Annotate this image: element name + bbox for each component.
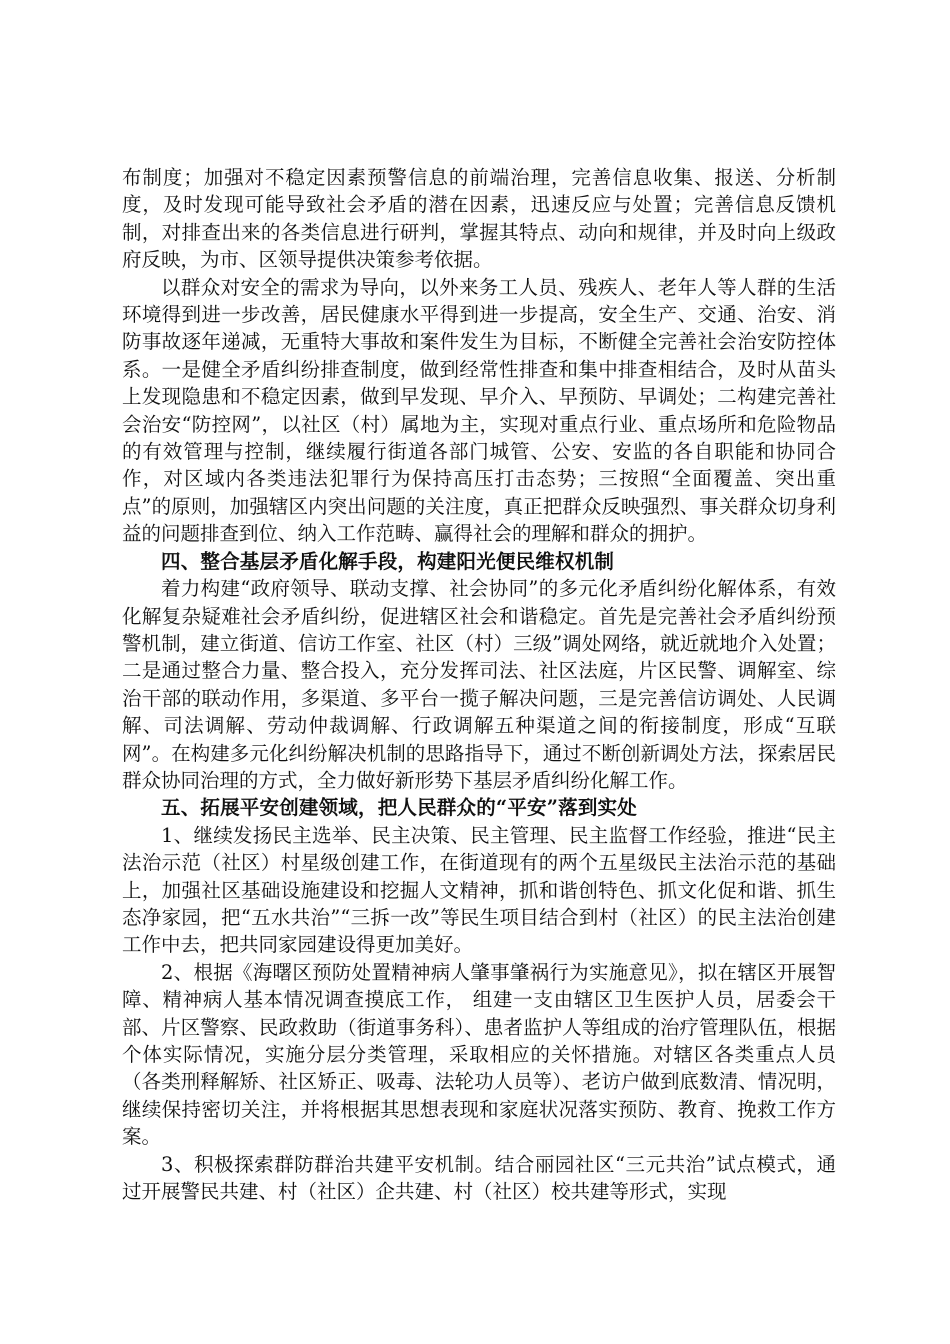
paragraph-item-3: 3、积极探索群防群治共建平安机制。结合丽园社区“三元共治”试点模式，通过开展警民共建、村（社区）企共建、村（社区）校共建等形式，实现 bbox=[122, 1152, 836, 1204]
paragraph-security-needs: 以群众对安全的需求为导向，以外来务工人员、残疾人、老年人等人群的生活环境得到进一步改善，居民健康水平得到进一步提高，安全生产、交通、治安、消防事故逐年递减，无重特大事故和案件发生为目标，不断健全完善社会治安防控体系。一是健全矛盾纠纷排查制度，做到经常性排查和集中排查相结合，及时从苗头上发现隐患和不稳定因素，做到早发现、早介入、早预防、早调处；二构建完善社会治安“防控网”，以社区（村）属地为主，实现对重点行业、重点场所和危险物品的有效管理与控制，继续履行街道各部门城管、公安、安监的各自职能和协同合作，对区域内各类违法犯罪行为保持高压打击态势；三按照“全面覆盖、突出重点”的原则，加强辖区内突出问题的关注度，真正把群众反映强烈、事关群众切身利益的问题排查到位、纳入工作范畴、赢得社会的理解和群众的拥护。 bbox=[122, 275, 836, 546]
paragraph-item-1: 1、继续发扬民主选举、民主决策、民主管理、民主监督工作经验，推进“民主法治示范（社区）村星级创建工作，在街道现有的两个五星级民主法治示范的基础上，加强社区基础设施建设和挖掘人文精神，抓和谐创特色、抓文化促和谐、抓生态净家园，把“五水共治”“三拆一改”等民生项目结合到村（社区）的民主法治创建工作中去，把共同家园建设得更加美好。 bbox=[122, 823, 836, 957]
document-body bbox=[122, 164, 836, 1205]
paragraph-dispute-resolution: 着力构建“政府领导、联动支撑、社会协同”的多元化矛盾纠纷化解体系，有效化解复杂疑难社会矛盾纠纷，促进辖区社会和谐稳定。首先是完善社会矛盾纠纷预警机制，建立街道、信访工作室、社区（村）三级”调处网络，就近就地介入处置；二是通过整合力量、整合投入，充分发挥司法、社区法庭，片区民警、调解室、综治干部的联动作用，多渠道、多平台一揽子解决问题，三是完善信访调处、人民调解、司法调解、劳动仲裁调解、行政调解五种渠道之间的衔接制度，形成“互联网”。在构建多元化纠纷解决机制的思路指导下，通过不断创新调处方法，探索居民群众协同治理的方式，全力做好新形势下基层矛盾纠纷化解工作。 bbox=[122, 577, 836, 792]
section-heading-four: 四、整合基层矛盾化解手段，构建阳光便民维权机制 bbox=[161, 549, 615, 573]
paragraph-continuation: 布制度；加强对不稳定因素预警信息的前端治理，完善信息收集、报送、分析制度，及时发现可能导致社会矛盾的潜在因素，迅速反应与处置；完善信息反馈机制，对排查出来的各类信息进行研判，掌握其特点、动向和规律，并及时向上级政府反映，为市、区领导提供决策参考依据。 bbox=[122, 166, 836, 272]
section-heading-five: 五、拓展平安创建领域，把人民群众的“平安”落到实处 bbox=[161, 796, 637, 820]
paragraph-item-2: 2、根据《海曙区预防处置精神病人肇事肇祸行为实施意见》，拟在辖区开展智障、精神病人基本情况调查摸底工作， 组建一支由辖区卫生医护人员，居委会干部、片区警察、民政救助（街道事务科）、患者监护人等组成的治疗管理队伍，根据个体实际情况，实施分层分类管理，采取相应的关怀措施。对辖区各类重点人员（各类刑释解矫、社区矫正、吸毒、法轮功人员等）、老访户做到底数清、情况明，继续保持密切关注，并将根据其思想表现和家庭状况落实预防、教育、挽救工作方案。 bbox=[122, 960, 836, 1149]
